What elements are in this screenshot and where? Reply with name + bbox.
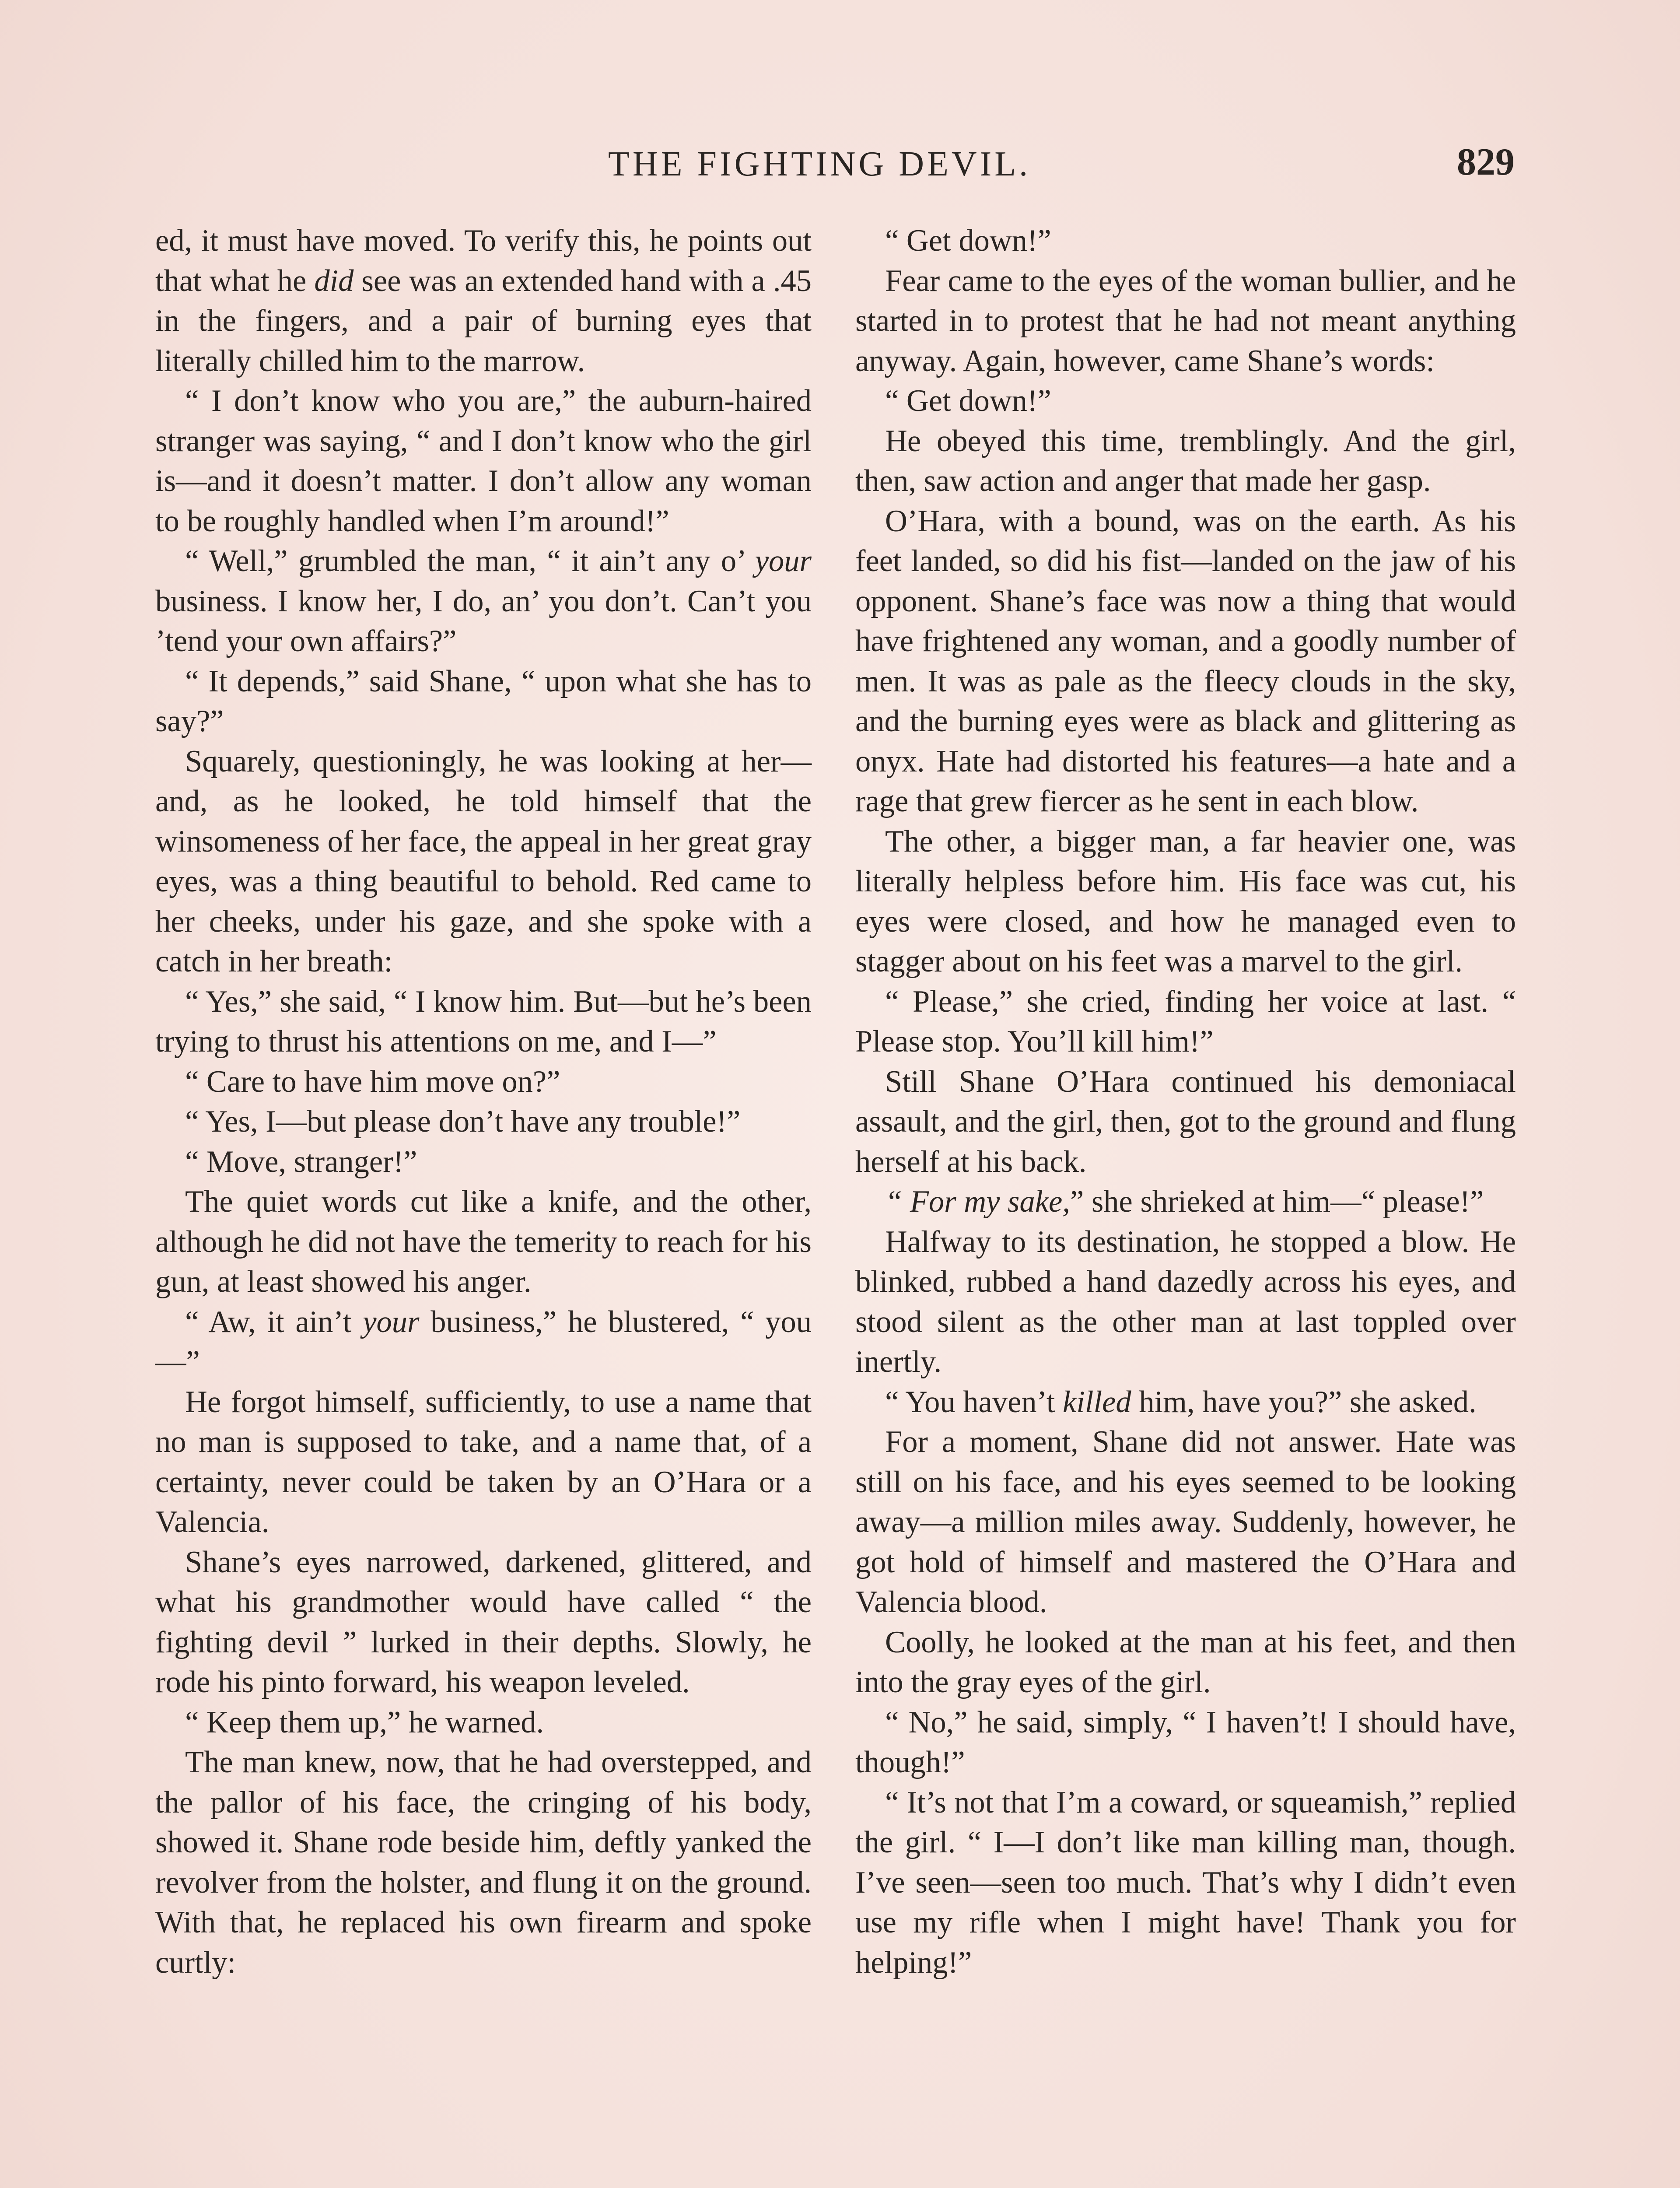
running-title: THE FIGHTING DEVIL. xyxy=(608,145,1031,183)
paragraph xyxy=(855,421,1516,501)
italic-text: “ For my sake, xyxy=(885,1185,1070,1219)
text-run: “ Aw, it ain’t xyxy=(185,1304,363,1339)
paragraph xyxy=(155,982,812,1062)
text-run: “ Get down!” xyxy=(885,224,1051,258)
text-run: O’Hara, with a bound, was on the earth. As his feet landed, so did his fist—landed on the jaw of his opponent. Shane’s face was now a thing that would have frightened any woman, and a goodly number of men. It was as pale as the fleecy clouds in the sky, and the burning eyes were as black and glittering as onyx. Hate had distorted his features—a hate and a rage that grew fiercer as he sent in each blow. xyxy=(855,504,1516,818)
text-run: “ Care to have him move on?” xyxy=(185,1064,560,1099)
text-run: “ Yes, I—but please don’t have any trouble!” xyxy=(185,1105,741,1139)
text-run: “ Please,” she cried, finding her voice at last. “ Please stop. You’ll kill him!” xyxy=(855,984,1516,1059)
paragraph xyxy=(855,1422,1516,1623)
paragraph xyxy=(855,381,1516,421)
paragraph xyxy=(855,1062,1516,1182)
text-run: “ No,” he said, simply, “ I haven’t! I should have, though!” xyxy=(855,1705,1516,1779)
paragraph xyxy=(855,221,1516,261)
text-run: “ Well,” grumbled the man, “ it ain’t any o’ xyxy=(185,544,755,578)
paragraph xyxy=(155,1182,812,1302)
paragraph xyxy=(855,1703,1516,1783)
text-run: “ Keep them up,” he warned. xyxy=(185,1705,544,1739)
text-run: “ It’s not that I’m a coward, or squeamish,” replied the girl. “ I—I don’t like man killing man, though. I’ve seen—seen too much. That’s why I didn’t even use my rifle when I might have! Thank you for helping!” xyxy=(855,1785,1516,1980)
italic-text: killed xyxy=(1063,1385,1131,1419)
text-run: For a moment, Shane did not answer. Hate was still on his face, and his eyes seemed to be looking away—a million miles away. Suddenly, however, he got hold of himself and mastered the O’Hara and Valencia blood. xyxy=(855,1425,1516,1619)
paragraph xyxy=(155,1703,812,1743)
paragraph xyxy=(855,1783,1516,1983)
text-run: The quiet words cut like a knife, and the other, although he did not have the temerity to reach for his gun, at least showed his anger. xyxy=(155,1185,812,1299)
italic-text: your xyxy=(363,1304,420,1339)
text-run: “ You haven’t xyxy=(885,1385,1063,1419)
italic-text: your xyxy=(755,544,812,578)
text-run: Coolly, he looked at the man at his feet, and then into the gray eyes of the girl. xyxy=(855,1625,1516,1699)
paragraph xyxy=(155,1382,812,1543)
paragraph xyxy=(855,982,1516,1062)
text-run: “ It depends,” said Shane, “ upon what she has to say?” xyxy=(155,664,812,738)
paragraph xyxy=(155,1062,812,1102)
paragraph xyxy=(155,742,812,982)
text-run: business. I know her, I do, an’ you don’t. Can’t you ’tend your own affairs?” xyxy=(155,584,812,658)
text-run: ” she shrieked at him—“ please!” xyxy=(1070,1185,1484,1219)
paragraph xyxy=(855,1222,1516,1382)
text-run: see was an extended hand with a .45 in the fingers, and a pair of burning eyes that literally chilled him to the marrow. xyxy=(155,263,812,378)
paragraph xyxy=(155,1302,812,1382)
paragraph xyxy=(155,1743,812,1983)
text-run: “ Yes,” she said, “ I know him. But—but he’s been trying to thrust his attentions on me, and I—” xyxy=(155,984,812,1059)
right-column xyxy=(855,221,1516,1983)
paragraph xyxy=(155,1102,812,1142)
text-run: The other, a bigger man, a far heavier one, was literally helpless before him. His face was cut, his eyes were closed, and how he managed even to stagger about on his feet was a marvel to the girl. xyxy=(855,824,1516,978)
paragraph xyxy=(855,261,1516,382)
paragraph xyxy=(855,822,1516,982)
text-run: He obeyed this time, tremblingly. And the girl, then, saw action and anger that made her gasp. xyxy=(855,424,1516,498)
text-run: ed, it must have moved. To verify this, he points out that what he xyxy=(155,224,812,298)
text-run: “ Get down!” xyxy=(885,384,1051,418)
text-run: He forgot himself, sufficiently, to use a name that no man is supposed to take, and a name that, of a certainty, never could be taken by an O’Hara or a Valencia. xyxy=(155,1385,812,1539)
italic-text: did xyxy=(314,263,354,298)
text-run: Still Shane O’Hara continued his demoniacal assault, and the girl, then, got to the ground and flung herself at his back. xyxy=(855,1064,1516,1179)
paragraph xyxy=(155,1543,812,1703)
paragraph xyxy=(155,381,812,541)
text-run: Halfway to its destination, he stopped a blow. He blinked, rubbed a hand dazedly across his eyes, and stood silent as the other man at last toppled over inertly. xyxy=(855,1224,1516,1379)
text-run: The man knew, now, that he had overstepped, and the pallor of his face, the cringing of his body, showed it. Shane rode beside him, deftly yanked the revolver from the holster, and flung it on the ground. With that, he replaced his own firearm and spoke curtly: xyxy=(155,1745,812,1980)
paragraph xyxy=(155,1142,812,1182)
text-run: business,” he blustered, “ you—” xyxy=(155,1304,812,1379)
text-run: “ Move, stranger!” xyxy=(185,1144,417,1179)
text-run: Fear came to the eyes of the woman bullier, and he started in to protest that he had not meant anything anyway. Again, however, came Shane’s words: xyxy=(855,263,1516,378)
left-column xyxy=(155,221,812,1983)
paragraph xyxy=(155,662,812,742)
text-run: Squarely, questioningly, he was looking at her—and, as he looked, he told himself that the winsomeness of her face, the appeal in her great gray eyes, was a thing beautiful to behold. Red came to her cheeks, under his gaze, and she spoke with a catch in her breath: xyxy=(155,744,812,978)
paragraph xyxy=(855,501,1516,822)
paragraph xyxy=(155,221,812,381)
text-run: “ I don’t know who you are,” the auburn-haired stranger was saying, “ and I don’t know who the girl is—and it doesn’t matter. I don’t allow any woman to be roughly handled when I’m around!” xyxy=(155,384,812,538)
paragraph xyxy=(855,1382,1516,1423)
page-number: 829 xyxy=(1457,141,1515,183)
paragraph xyxy=(855,1623,1516,1703)
text-run: him, have you?” she asked. xyxy=(1131,1385,1477,1419)
paragraph xyxy=(855,1182,1516,1222)
text-run: Shane’s eyes narrowed, darkened, glittered, and what his grandmother would have called “ the fighting devil ” lurked in their depths. Slowly, he rode his pinto forward, his weapon leveled. xyxy=(155,1545,812,1699)
paragraph xyxy=(155,541,812,662)
